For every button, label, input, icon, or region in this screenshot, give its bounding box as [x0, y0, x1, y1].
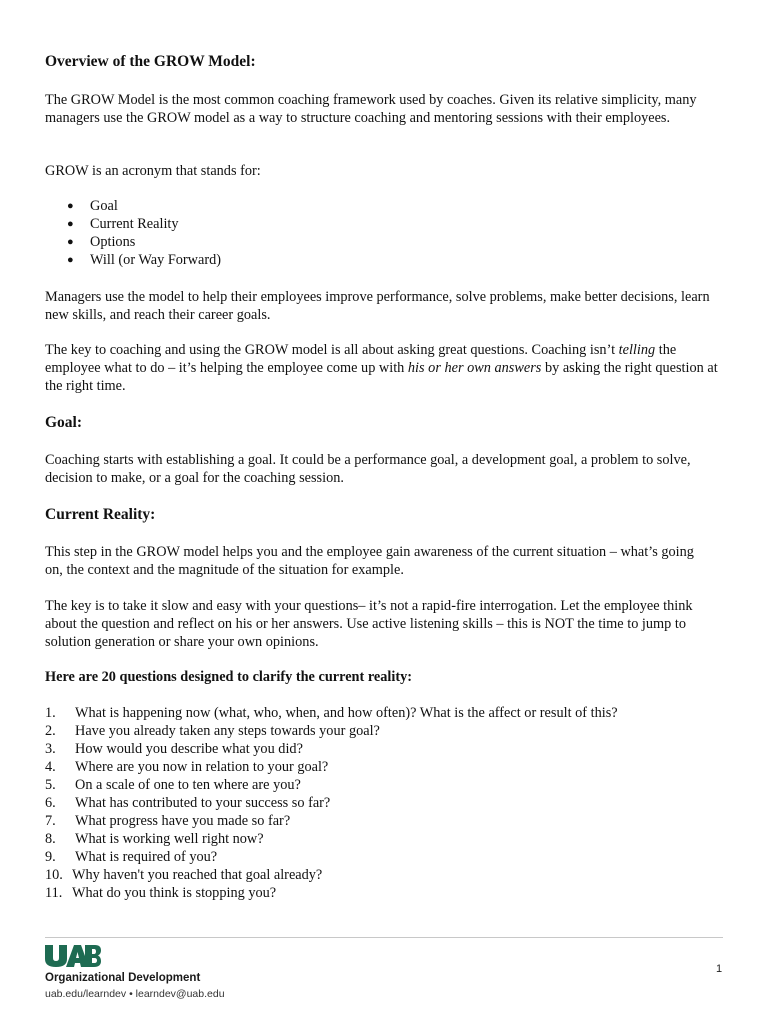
bullet-icon: ●	[67, 200, 74, 212]
emphasis-text: telling	[618, 342, 656, 358]
overview-heading: Overview of the GROW Model:	[45, 53, 256, 70]
list-item	[45, 740, 725, 758]
question-number: 3.	[45, 741, 56, 757]
list-item	[45, 794, 725, 812]
acronym-item-label: Current Reality	[90, 216, 179, 232]
bullet-icon: ●	[67, 218, 74, 230]
question-number: 4.	[45, 759, 56, 775]
bullet-icon: ●	[67, 236, 74, 248]
question-text: On a scale of one to ten where are you?	[75, 777, 301, 793]
footer-divider	[45, 937, 723, 938]
question-number: 2.	[45, 723, 56, 739]
paragraph-text: by asking the right question at the right time.	[45, 360, 718, 394]
list-item	[45, 776, 725, 794]
org-name: Organizational Development	[45, 972, 201, 984]
overview-paragraph-1: The GROW Model is the most common coaching framework used by coaches. Given its relative simplicity, many managers use the GROW model as a way to structure coaching and mentoring sessions with their employees.	[45, 92, 697, 126]
questions-list	[45, 704, 725, 902]
acronym-item-will	[45, 251, 221, 269]
acronym-item-options	[45, 233, 221, 251]
bullet-icon: ●	[67, 254, 74, 266]
uab-logo-mark	[45, 945, 101, 967]
question-text: What is happening now (what, who, when, and how often)? What is the affect or result of this?	[75, 705, 618, 721]
list-item	[45, 830, 725, 848]
emphasis-text: his or her own answers	[407, 360, 542, 376]
goal-paragraph: Coaching starts with establishing a goal. It could be a performance goal, a development goal, a problem to solve, decision to make, or a goal for the coaching session.	[45, 452, 691, 486]
acronym-item-label: Goal	[90, 198, 118, 214]
question-text: What is required of you?	[75, 849, 218, 865]
questions-heading: Here are 20 questions designed to clarify the current reality:	[45, 669, 413, 685]
question-number: 11.	[45, 885, 63, 901]
current-reality-heading: Current Reality:	[45, 506, 156, 523]
list-item	[45, 758, 725, 776]
overview-paragraph-4	[45, 341, 725, 395]
question-number: 8.	[45, 831, 56, 847]
current-reality-paragraph-2: The key is to take it slow and easy with your questions– it’s not a rapid-fire interrogation. Let the employee think about the question and reflect on his or her answers. Use active listening skills – this is NOT the time to jump to solution generation or share your own opinions.	[45, 598, 693, 650]
list-item	[45, 884, 725, 902]
question-text: How would you describe what you did?	[75, 741, 303, 757]
acronym-item-current-reality	[45, 215, 221, 233]
page-number: 1	[716, 963, 723, 975]
overview-paragraph-3: Managers use the model to help their employees improve performance, solve problems, make better decisions, learn new skills, and reach their career goals.	[45, 289, 710, 323]
question-text: Have you already taken any steps towards your goal?	[75, 723, 380, 739]
current-reality-paragraph-1: This step in the GROW model helps you and the employee gain awareness of the current situation – what’s going on, the context and the magnitude of the situation for example.	[45, 544, 694, 578]
question-number: 9.	[45, 849, 56, 865]
acronym-item-goal	[45, 197, 221, 215]
question-text: What is working well right now?	[75, 831, 264, 847]
question-number: 10.	[45, 867, 63, 883]
question-text: What do you think is stopping you?	[72, 885, 277, 901]
question-text: What has contributed to your success so far?	[75, 795, 331, 811]
question-text: Why haven't you reached that goal already?	[72, 867, 323, 883]
overview-paragraph-2: GROW is an acronym that stands for:	[45, 163, 261, 179]
goal-heading: Goal:	[45, 414, 83, 431]
acronym-item-label: Options	[90, 234, 136, 250]
list-item	[45, 812, 725, 830]
question-text: What progress have you made so far?	[75, 813, 291, 829]
list-item	[45, 848, 725, 866]
list-item	[45, 704, 725, 722]
paragraph-text: The key to coaching and using the GROW model is all about asking great questions. Coaching isn’t	[45, 342, 619, 358]
acronym-list	[45, 197, 221, 269]
acronym-item-label: Will (or Way Forward)	[90, 252, 222, 268]
question-number: 5.	[45, 777, 56, 793]
contact-info: uab.edu/learndev • learndev@uab.edu	[45, 988, 225, 1000]
question-number: 7.	[45, 813, 56, 829]
uab-logo	[45, 945, 101, 967]
list-item	[45, 866, 725, 884]
list-item	[45, 722, 725, 740]
question-number: 1.	[45, 705, 56, 721]
question-number: 6.	[45, 795, 56, 811]
question-text: Where are you now in relation to your goal?	[75, 759, 329, 775]
paragraph-text: the employee what to do – it’s helping the employee come up with	[45, 342, 677, 376]
